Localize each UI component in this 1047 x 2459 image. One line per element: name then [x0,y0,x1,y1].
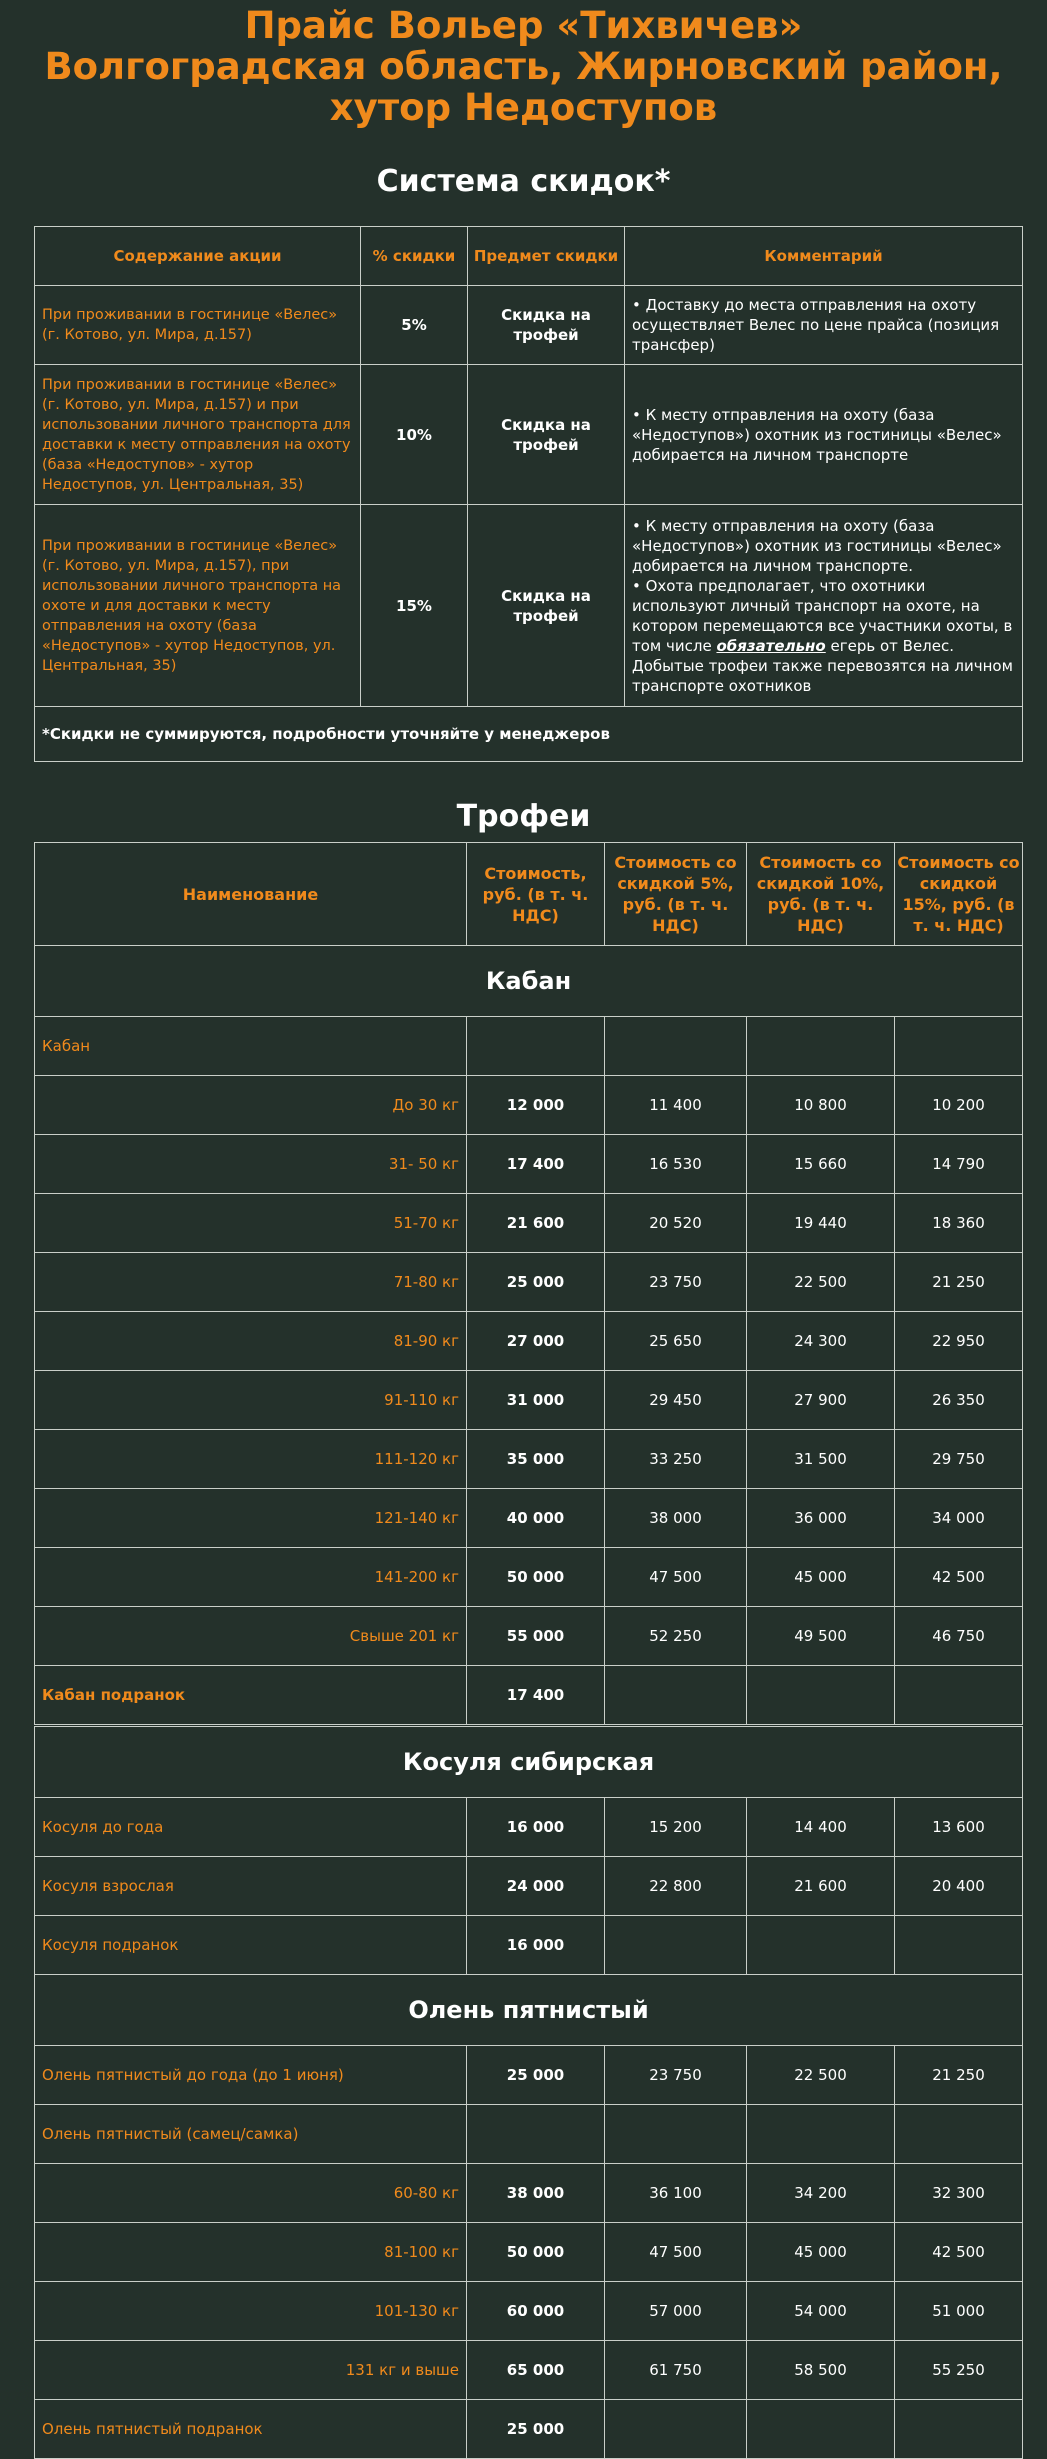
price-10: 22 500 [747,1253,895,1312]
price-base: 17 400 [467,1135,605,1194]
discounts-note: *Скидки не суммируются, подробности уточняйте у менеджеров [35,707,1023,762]
price-title [0,0,1047,128]
group-row [35,946,1023,1017]
discount-row [35,286,1023,365]
price-10: 10 800 [747,1076,895,1135]
group-row [35,1975,1023,2046]
empty-cell [467,1017,605,1076]
discount-subject: Скидка на трофей [468,365,625,505]
row-name: 121-140 кг [35,1489,467,1548]
empty-cell [895,1666,1023,1725]
table-row [35,1857,1023,1916]
price-base: 50 000 [467,1548,605,1607]
table-row [35,1666,1023,1725]
price-base: 25 000 [467,2400,605,2459]
empty-cell [605,1666,747,1725]
table-row [35,1489,1023,1548]
empty-cell [467,2105,605,2164]
trophies-title: Трофеи [456,799,591,834]
col-content-header: Содержание акции [35,227,361,286]
price-5: 61 750 [605,2341,747,2400]
trophies-header-row [35,843,1023,946]
price-base: 16 000 [467,1798,605,1857]
row-name: Косуля до года [35,1798,467,1857]
price-15: 51 000 [895,2282,1023,2341]
price-base: 17 400 [467,1666,605,1725]
discounts-header-row [35,227,1023,286]
table-row [35,1135,1023,1194]
table-row [35,1312,1023,1371]
price-base: 12 000 [467,1076,605,1135]
table-row [35,1253,1023,1312]
price-15: 34 000 [895,1489,1023,1548]
row-name: 51-70 кг [35,1194,467,1253]
kaban-wounded-section [35,1666,1023,1798]
subgroup-label: Кабан [35,1017,467,1076]
table-row [35,2164,1023,2223]
price-5: 38 000 [605,1489,747,1548]
olen-wounded-section [35,2400,1023,2459]
empty-cell [895,1017,1023,1076]
col-name-header: Наименование [35,843,467,946]
price-15: 18 360 [895,1194,1023,1253]
price-15: 21 250 [895,1253,1023,1312]
row-name: 101-130 кг [35,2282,467,2341]
price-10: 21 600 [747,1857,895,1916]
empty-cell [605,1017,747,1076]
empty-cell [895,2105,1023,2164]
row-name: 111-120 кг [35,1430,467,1489]
row-name: Свыше 201 кг [35,1607,467,1666]
kaban-section [35,946,1023,1666]
table-row [35,1194,1023,1253]
price-5: 57 000 [605,2282,747,2341]
price-10: 45 000 [747,1548,895,1607]
price-10: 24 300 [747,1312,895,1371]
price-10: 31 500 [747,1430,895,1489]
col-comment-header: Комментарий [625,227,1023,286]
discounts-note-row [35,707,1023,762]
price-base: 40 000 [467,1489,605,1548]
discount-content: При проживании в гостинице «Велес» (г. Котово, ул. Мира, д.157) и при использовании личного транспорта для доставки к месту отправления на охоту (база «Недоступов» - хутор Недоступов, ул. Центральная, 35) [35,365,361,505]
empty-cell [605,2105,747,2164]
price-5 [605,1916,747,1975]
group-row [35,1727,1023,1798]
price-base: 35 000 [467,1430,605,1489]
row-name: 141-200 кг [35,1548,467,1607]
col-price-header: Стоимость, руб. (в т. ч. НДС) [467,843,605,946]
col-percent-header: % скидки [361,227,468,286]
price-5: 22 800 [605,1857,747,1916]
row-name: Косуля взрослая [35,1857,467,1916]
price-5: 15 200 [605,1798,747,1857]
price-base: 65 000 [467,2341,605,2400]
discount-subject: Скидка на трофей [468,505,625,707]
col-price15-header: Стоимость со скидкой 15%, руб. (в т. ч. НДС) [895,843,1023,946]
price-15 [895,1916,1023,1975]
discount-comment: • К месту отправления на охоту (база «Недоступов») охотник из гостиницы «Велес» добирается на личном транспорте [625,365,1023,505]
table-row [35,2046,1023,2105]
kosulya-section [35,1798,1023,1975]
discount-comment: • Доставку до места отправления на охоту осуществляет Велес по цене прайса (позиция трансфер) [625,286,1023,365]
price-15: 42 500 [895,2223,1023,2282]
table-row [35,1548,1023,1607]
col-subject-header: Предмет скидки [468,227,625,286]
price-15: 42 500 [895,1548,1023,1607]
table-row [35,1371,1023,1430]
title-line-3: хутор Недоступов [329,86,718,129]
table-row [35,1076,1023,1135]
price-10: 49 500 [747,1607,895,1666]
price-10: 54 000 [747,2282,895,2341]
price-base: 21 600 [467,1194,605,1253]
price-base: 50 000 [467,2223,605,2282]
comment-line: • К месту отправления на охоту (база «Недоступов») охотник из гостиницы «Велес» добирается на личном транспорте. [632,516,1002,575]
discount-row [35,365,1023,505]
price-10: 19 440 [747,1194,895,1253]
group-title-kaban: Кабан [35,946,1023,1017]
row-name: Косуля подранок [35,1916,467,1975]
price-5: 29 450 [605,1371,747,1430]
price-10: 22 500 [747,2046,895,2105]
row-name: 81-90 кг [35,1312,467,1371]
table-row [35,2282,1023,2341]
table-row [35,1430,1023,1489]
discounts-table [34,226,1023,762]
price-15: 20 400 [895,1857,1023,1916]
comment-text: • Охота предполагает, что охотники используют личный транспорт на охоте, на котором перемещаются все участники охоты, в том числе [632,576,1013,655]
group-title-olen: Олень пятнистый [35,1975,1023,2046]
price-base: 60 000 [467,2282,605,2341]
price-10: 15 660 [747,1135,895,1194]
price-10: 45 000 [747,2223,895,2282]
row-name: 60-80 кг [35,2164,467,2223]
row-name: Олень пятнистый до года (до 1 июня) [35,2046,467,2105]
price-15: 13 600 [895,1798,1023,1857]
price-base: 55 000 [467,1607,605,1666]
trophies-table [34,842,1023,2459]
discount-comment [625,505,1023,707]
price-base: 38 000 [467,2164,605,2223]
price-15: 32 300 [895,2164,1023,2223]
comment-line [632,576,1015,696]
row-name: 31- 50 кг [35,1135,467,1194]
price-5: 20 520 [605,1194,747,1253]
price-base: 24 000 [467,1857,605,1916]
table-row [35,2400,1023,2459]
price-15: 46 750 [895,1607,1023,1666]
price-10: 14 400 [747,1798,895,1857]
price-10: 36 000 [747,1489,895,1548]
table-row [35,2341,1023,2400]
price-15: 55 250 [895,2341,1023,2400]
olen-section [35,1975,1023,2164]
row-name: 91-110 кг [35,1371,467,1430]
table-row [35,1798,1023,1857]
discount-percent: 5% [361,286,468,365]
price-15: 26 350 [895,1371,1023,1430]
row-name: До 30 кг [35,1076,467,1135]
title-line-1: Прайс Вольер «Тихвичев» [244,4,803,47]
row-name: Кабан подранок [35,1666,467,1725]
price-10: 58 500 [747,2341,895,2400]
row-name: 81-100 кг [35,2223,467,2282]
row-name: Олень пятнистый подранок [35,2400,467,2459]
discount-content: При проживании в гостинице «Велес» (г. Котово, ул. Мира, д.157), при использовании личного транспорта на охоте и для доставки к месту отправления на охоту (база «Недоступов» - хутор Недоступов, ул. Центральная, 35) [35,505,361,707]
price-5: 36 100 [605,2164,747,2223]
price-5: 33 250 [605,1430,747,1489]
price-10: 27 900 [747,1371,895,1430]
row-name: 71-80 кг [35,1253,467,1312]
discount-subject: Скидка на трофей [468,286,625,365]
price-5: 11 400 [605,1076,747,1135]
price-base: 31 000 [467,1371,605,1430]
subgroup-label: Олень пятнистый (самец/самка) [35,2105,467,2164]
empty-cell [605,2400,747,2459]
empty-cell [747,2105,895,2164]
title-line-2: Волгоградская область, Жирновский район, [44,45,1003,88]
discounts-title: Система скидок* [376,164,671,199]
empty-cell [895,2400,1023,2459]
price-15: 14 790 [895,1135,1023,1194]
olen-weights-section [35,2164,1023,2400]
price-15: 29 750 [895,1430,1023,1489]
col-price10-header: Стоимость со скидкой 10%, руб. (в т. ч. НДС) [747,843,895,946]
comment-text: егерь от Велес. Добытые трофеи также перевозятся на личном транспорте охотников [632,636,1013,695]
price-5: 16 530 [605,1135,747,1194]
price-5: 23 750 [605,2046,747,2105]
price-5: 47 500 [605,1548,747,1607]
table-row [35,1607,1023,1666]
discount-content: При проживании в гостинице «Велес» (г. Котово, ул. Мира, д.157) [35,286,361,365]
price-base: 27 000 [467,1312,605,1371]
empty-cell [747,2400,895,2459]
price-5: 47 500 [605,2223,747,2282]
price-15: 22 950 [895,1312,1023,1371]
price-10 [747,1916,895,1975]
row-name: 131 кг и выше [35,2341,467,2400]
subgroup-row [35,1017,1023,1076]
price-base: 25 000 [467,2046,605,2105]
subgroup-row [35,2105,1023,2164]
emphasis-word: обязательно [716,636,826,655]
col-price5-header: Стоимость со скидкой 5%, руб. (в т. ч. НДС) [605,843,747,946]
group-title-kosulya: Косуля сибирская [35,1727,1023,1798]
discount-row [35,505,1023,707]
price-5: 23 750 [605,1253,747,1312]
empty-cell [747,1017,895,1076]
empty-cell [747,1666,895,1725]
price-5: 52 250 [605,1607,747,1666]
price-10: 34 200 [747,2164,895,2223]
table-row [35,2223,1023,2282]
price-15: 10 200 [895,1076,1023,1135]
table-row [35,1916,1023,1975]
price-base: 25 000 [467,1253,605,1312]
price-5: 25 650 [605,1312,747,1371]
discount-percent: 10% [361,365,468,505]
discount-percent: 15% [361,505,468,707]
price-15: 21 250 [895,2046,1023,2105]
price-base: 16 000 [467,1916,605,1975]
